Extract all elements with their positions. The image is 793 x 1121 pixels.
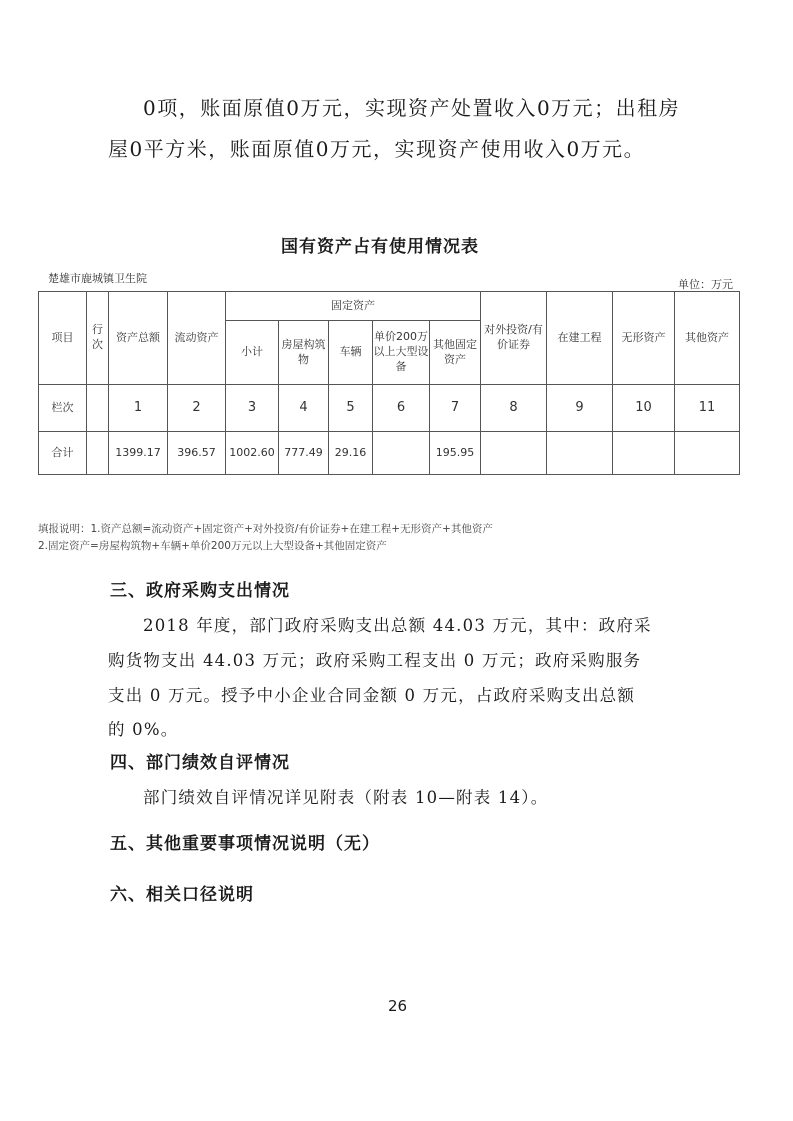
index-cell: 11 — [675, 385, 740, 432]
total-cell — [547, 432, 613, 475]
index-cell: 5 — [329, 385, 373, 432]
index-row-label: 栏次 — [39, 385, 87, 432]
terms-heading: 六、相关口径说明 — [110, 885, 254, 905]
header-investment: 对外投资/有价证券 — [481, 292, 547, 385]
performance-text: 部门绩效自评情况详见附表（附表 10—附表 14）。 — [143, 788, 549, 807]
total-cell — [481, 432, 547, 475]
procurement-line-3: 支出 0 万元。授予中小企业合同金额 0 万元，占政府采购支出总额 — [108, 686, 636, 705]
total-cell — [613, 432, 675, 475]
header-other-assets: 其他资产 — [675, 292, 740, 385]
index-cell: 3 — [226, 385, 279, 432]
header-intangible: 无形资产 — [613, 292, 675, 385]
header-vehicles: 车辆 — [329, 321, 373, 385]
page-number: 26 — [388, 997, 408, 1015]
total-cell — [87, 432, 109, 475]
total-cell — [675, 432, 740, 475]
header-large-equipment: 单价200万以上大型设备 — [373, 321, 430, 385]
header-other-fixed: 其他固定资产 — [430, 321, 481, 385]
index-cell: 1 — [109, 385, 168, 432]
header-buildings: 房屋构筑物 — [279, 321, 329, 385]
total-cell: 29.16 — [329, 432, 373, 475]
table-title: 国有资产占有使用情况表 — [281, 237, 479, 257]
index-cell: 7 — [430, 385, 481, 432]
total-cell: 1399.17 — [109, 432, 168, 475]
other-heading: 五、其他重要事项情况说明（无） — [110, 834, 380, 854]
header-row-no: 行次 — [87, 292, 109, 385]
intro-line-1: 0项，账面原值0万元，实现资产处置收入0万元；出租房 — [143, 96, 681, 120]
table-note-2: 2.固定资产=房屋构筑物+车辆+单价200万元以上大型设备+其他固定资产 — [38, 540, 387, 552]
index-cell: 4 — [279, 385, 329, 432]
total-cell: 195.95 — [430, 432, 481, 475]
header-current-assets: 流动资产 — [168, 292, 226, 385]
header-fixed-assets: 固定资产 — [226, 292, 481, 321]
table-note-1: 填报说明：1.资产总额=流动资产+固定资产+对外投资/有价证券+在建工程+无形资产+其他资产 — [38, 523, 493, 535]
index-cell: 10 — [613, 385, 675, 432]
procurement-line-4: 的 0%。 — [108, 720, 179, 739]
unit-name: 楚雄市鹿城镇卫生院 — [48, 272, 147, 285]
unit-label: 单位：万元 — [678, 278, 733, 291]
index-cell: 2 — [168, 385, 226, 432]
index-cell — [87, 385, 109, 432]
total-cell — [373, 432, 430, 475]
procurement-line-1: 2018 年度，部门政府采购支出总额 44.03 万元，其中：政府采 — [143, 616, 652, 635]
procurement-line-2: 购货物支出 44.03 万元；政府采购工程支出 0 万元；政府采购服务 — [108, 651, 642, 670]
index-cell: 6 — [373, 385, 430, 432]
header-construction: 在建工程 — [547, 292, 613, 385]
total-cell: 777.49 — [279, 432, 329, 475]
total-row-label: 合计 — [39, 432, 87, 475]
header-item: 项目 — [39, 292, 87, 385]
total-cell: 1002.60 — [226, 432, 279, 475]
intro-line-2: 屋0平方米，账面原值0万元，实现资产使用收入0万元。 — [108, 137, 646, 161]
index-cell: 9 — [547, 385, 613, 432]
index-cell: 8 — [481, 385, 547, 432]
header-total-assets: 资产总额 — [109, 292, 168, 385]
procurement-heading: 三、政府采购支出情况 — [110, 581, 290, 601]
total-cell: 396.57 — [168, 432, 226, 475]
header-subtotal: 小计 — [226, 321, 279, 385]
performance-heading: 四、部门绩效自评情况 — [110, 753, 290, 773]
assets-table — [38, 291, 740, 475]
